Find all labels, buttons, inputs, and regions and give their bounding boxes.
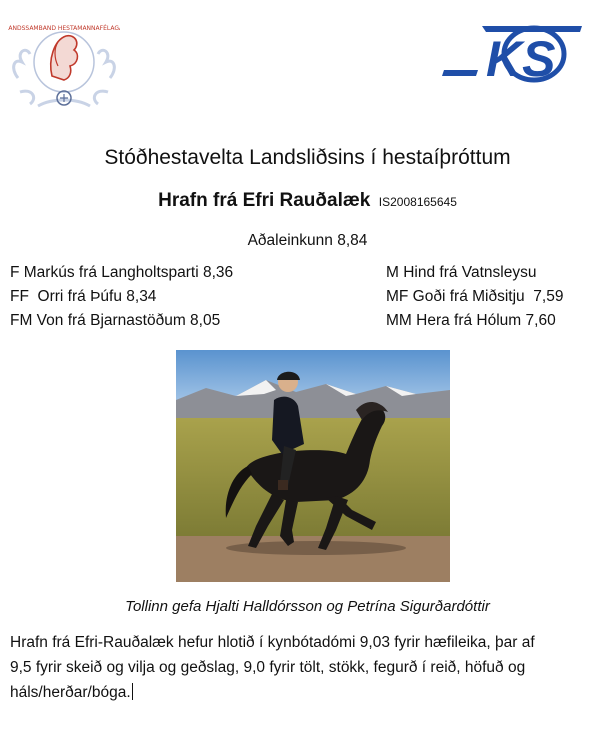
pedigree-sire-sire: FF Orri frá Þúfu 8,34 xyxy=(10,288,157,305)
pedigree-dam-dam: MM Hera frá Hólum 7,60 xyxy=(386,312,556,329)
photo-caption: Tollinn gefa Hjalti Halldórsson og Petrína Sigurðardóttir xyxy=(125,598,490,615)
ks-logo-icon xyxy=(442,18,584,90)
pedigree-sire-dam: FM Von frá Bjarnastöðum 8,05 xyxy=(10,312,221,329)
ks-logo xyxy=(442,18,584,90)
main-score: Aðaleinkunn 8,84 xyxy=(247,232,368,249)
description-line: 9,5 fyrir skeið og vilja og geðslag, 9,0 fyrir tölt, stökk, fegurð í reið, höfuð og xyxy=(10,659,526,676)
pedigree-dam: M Hind frá Vatnsleysu xyxy=(386,264,537,281)
pedigree-sire: F Markús frá Langholtsparti 8,36 xyxy=(10,264,234,281)
document-title: Stóðhestavelta Landsliðsins í hestaíþróttum xyxy=(104,146,511,169)
description-paragraph[interactable] xyxy=(10,630,610,705)
horse-photo xyxy=(176,350,450,582)
rider-on-black-icelandic-horse-photo xyxy=(176,350,450,582)
description-line: Hrafn frá Efri-Rauðalæk hefur hlotið í kynbótadómi 9,03 fyrir hæfileika, þar af xyxy=(10,634,535,651)
landssamband-hestamannafelaga-seal-icon xyxy=(8,18,120,110)
description-last-line xyxy=(10,680,610,705)
text-cursor xyxy=(132,683,133,700)
landssamband-seal-logo xyxy=(8,18,120,110)
description-line: háls/herðar/bóga. xyxy=(10,684,131,701)
pedigree-dam-sire: MF Goði frá Miðsitju 7,59 xyxy=(386,288,564,305)
horse-name: Hrafn frá Efri Rauðalæk xyxy=(158,190,371,211)
horse-registration-id: IS2008165645 xyxy=(378,195,457,209)
seal-ring-text: LANDSSAMBAND HESTAMANNAFÉLAGA xyxy=(8,25,120,32)
horse-heading xyxy=(0,190,615,212)
ks-logo-text: KS xyxy=(486,31,556,87)
